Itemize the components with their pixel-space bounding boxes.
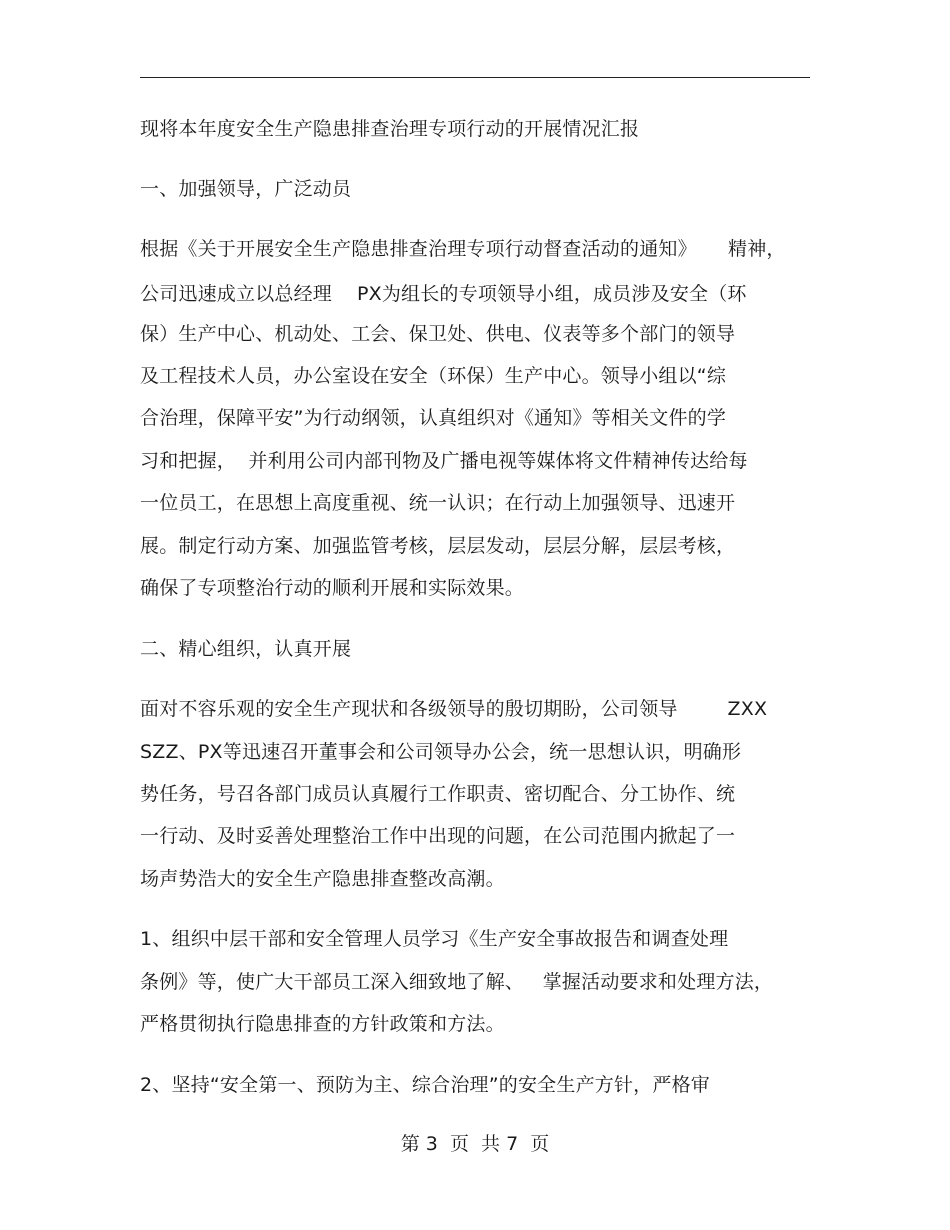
section-heading: 一、加强领导，广泛动员 — [140, 178, 352, 200]
text-line: 面对不容乐观的安全生产现状和各级领导的殷切期盼，公司领导 ZXX — [140, 698, 768, 720]
text-line: 一位员工，在思想上高度重视、统一认识；在行动上加强领导、迅速开 — [140, 492, 736, 514]
text-line: 合治理，保障平安”为行动纲领，认真组织对《通知》等相关文件的学 — [140, 407, 727, 429]
text-line: 条例》等，使广大干部员工深入细致地了解、 掌握活动要求和处理方法， — [140, 971, 774, 993]
text-line: 及工程技术人员，办公室设在安全（环保）生产中心。领导小组以“综 — [140, 365, 727, 387]
text-line: 根据《关于开展安全生产隐患排查治理专项行动督查活动的通知》 精神， — [140, 238, 786, 260]
text-line: 场声势浩大的安全生产隐患排查整改高潮。 — [140, 868, 505, 890]
page-number: 第 3 页 共 7 页 — [400, 1133, 550, 1155]
list-item: 1、组织中层干部和安全管理人员学习《生产安全事故报告和调查处理 — [140, 928, 729, 950]
text-line: 势任务，号召各部门成员认真履行工作职责、密切配合、分工协作、统 — [140, 783, 736, 805]
list-item: 2、坚持“安全第一、预防为主、综合治理”的安全生产方针，严格审 — [140, 1074, 710, 1096]
text-line: 展。制定行动方案、加强监管考核，层层发动，层层分解，层层考核， — [140, 535, 736, 557]
section-heading: 二、精心组织，认真开展 — [140, 638, 352, 660]
text-line: 公司迅速成立以总经理 PX为组长的专项领导小组，成员涉及安全（环 — [140, 283, 747, 305]
text-line: 现将本年度安全生产隐患排查治理专项行动的开展情况汇报 — [140, 118, 640, 140]
text-line: 保）生产中心、机动处、工会、保卫处、供电、仪表等多个部门的领导 — [140, 323, 736, 345]
text-line: 确保了专项整治行动的顺利开展和实际效果。 — [140, 577, 525, 599]
text-line: SZZ、PX等迅速召开董事会和公司领导办公会，统一思想认识，明确形 — [140, 741, 742, 763]
text-line: 一行动、及时妥善处理整治工作中出现的问题，在公司范围内掀起了一 — [140, 825, 736, 847]
text-line: 习和把握， 并利用公司内部刊物及广播电视等媒体将文件精神传达给每 — [140, 450, 748, 472]
header-rule — [140, 77, 810, 78]
text-line: 严格贯彻执行隐患排查的方针政策和方法。 — [140, 1013, 505, 1035]
